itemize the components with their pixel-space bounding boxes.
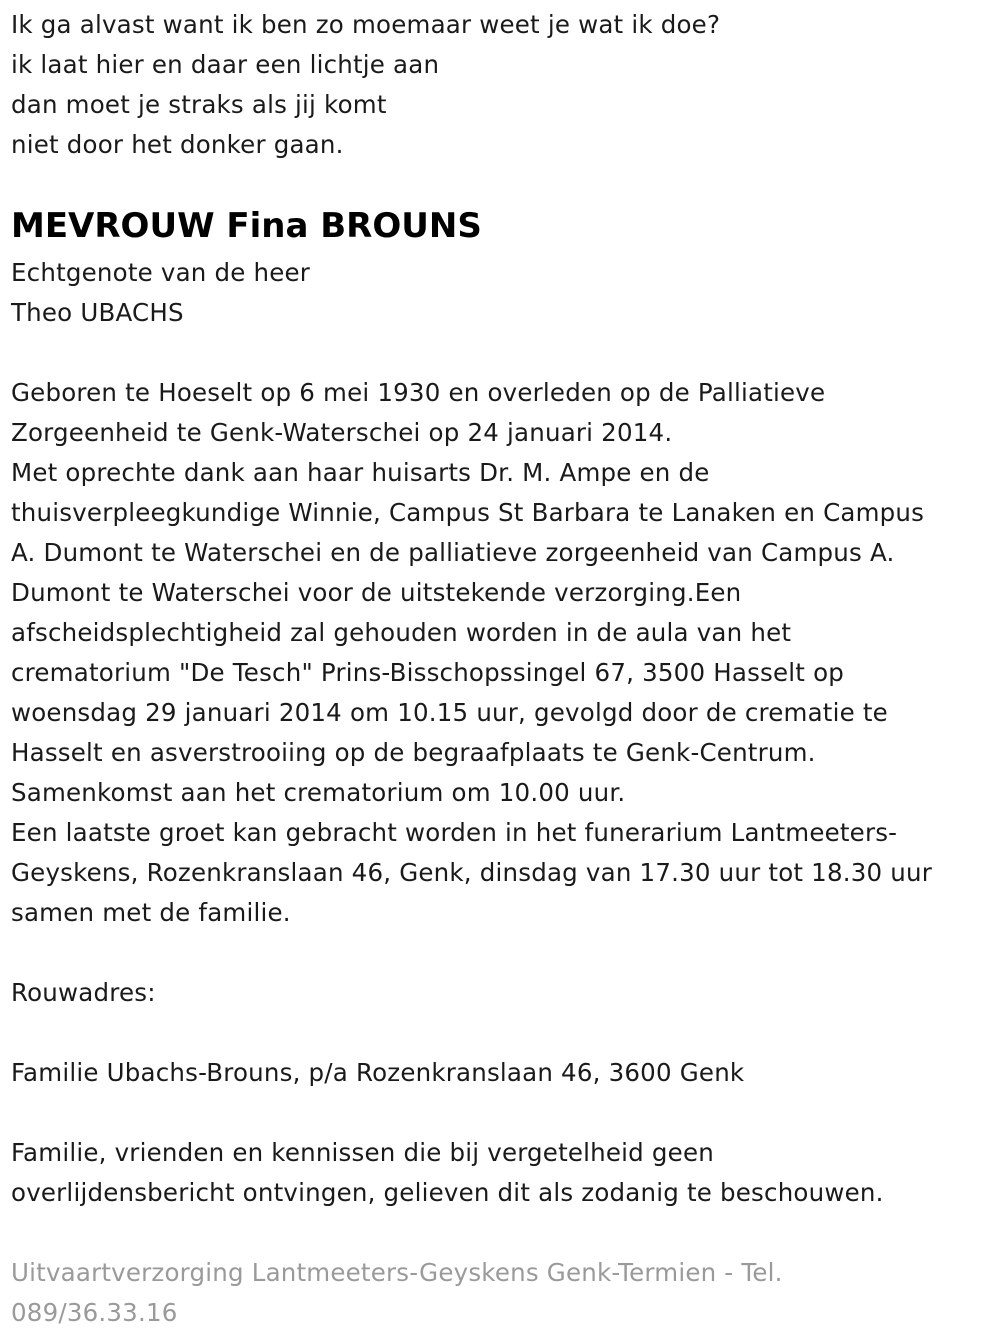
announcement-text: [11, 373, 932, 933]
footer-line: 089/36.33.16: [11, 1298, 178, 1327]
spouse-line: Echtgenote van de heer: [11, 258, 311, 287]
poem-line: ik laat hier en daar een lichtje aan: [11, 50, 440, 79]
announcement-line: crematorium "De Tesch" Prins-Bisschopssingel 67, 3500 Hasselt op: [11, 658, 845, 687]
announcement-line: A. Dumont te Waterschei en de palliatieve zorgeenheid van Campus A.: [11, 538, 895, 567]
notice-text: [11, 1133, 884, 1213]
mourning-address-label-text: Rouwadres:: [11, 978, 156, 1007]
poem-line: niet door het donker gaan.: [11, 130, 344, 159]
announcement-line: Geyskens, Rozenkranslaan 46, Genk, dinsdag van 17.30 uur tot 18.30 uur: [11, 858, 933, 887]
notice-line: Familie, vrienden en kennissen die bij vergetelheid geen: [11, 1138, 714, 1167]
announcement-line: Dumont te Waterschei voor de uitstekende verzorging.Een: [11, 578, 742, 607]
announcement-line: Zorgeenheid te Genk-Waterschei op 24 januari 2014.: [11, 418, 673, 447]
poem: [11, 5, 720, 165]
announcement-line: samen met de familie.: [11, 898, 291, 927]
announcement-line: Geboren te Hoeselt op 6 mei 1930 en overleden op de Palliatieve: [11, 378, 826, 407]
poem-line: dan moet je straks als jij komt: [11, 90, 387, 119]
announcement-line: Met oprechte dank aan haar huisarts Dr. M. Ampe en de: [11, 458, 710, 487]
deceased-name: MEVROUW Fina BROUNS: [11, 206, 482, 246]
announcement-line: Samenkomst aan het crematorium om 10.00 uur.: [11, 778, 626, 807]
announcement-line: thuisverpleegkundige Winnie, Campus St Barbara te Lanaken en Campus: [11, 498, 925, 527]
footer-line: Uitvaartverzorging Lantmeeters-Geyskens Genk-Termien - Tel.: [11, 1258, 783, 1287]
announcement-line: Een laatste groet kan gebracht worden in het funerarium Lantmeeters-: [11, 818, 898, 847]
mourning-address-text: Familie Ubachs-Brouns, p/a Rozenkranslaan 46, 3600 Genk: [11, 1058, 745, 1087]
poem-line: Ik ga alvast want ik ben zo moemaar weet je wat ik doe?: [11, 10, 721, 39]
notice-line: overlijdensbericht ontvingen, gelieven dit als zodanig te beschouwen.: [11, 1178, 884, 1207]
mourning-address: [11, 1053, 744, 1093]
spouse-line: Theo UBACHS: [11, 298, 184, 327]
funeral-home-footer: [11, 1253, 783, 1333]
announcement-line: afscheidsplechtigheid zal gehouden worden in de aula van het: [11, 618, 792, 647]
announcement-line: woensdag 29 januari 2014 om 10.15 uur, gevolgd door de crematie te: [11, 698, 888, 727]
announcement-line: Hasselt en asverstrooiing op de begraafplaats te Genk-Centrum.: [11, 738, 816, 767]
spouse-info: [11, 253, 310, 333]
mourning-address-label: [11, 973, 156, 1013]
